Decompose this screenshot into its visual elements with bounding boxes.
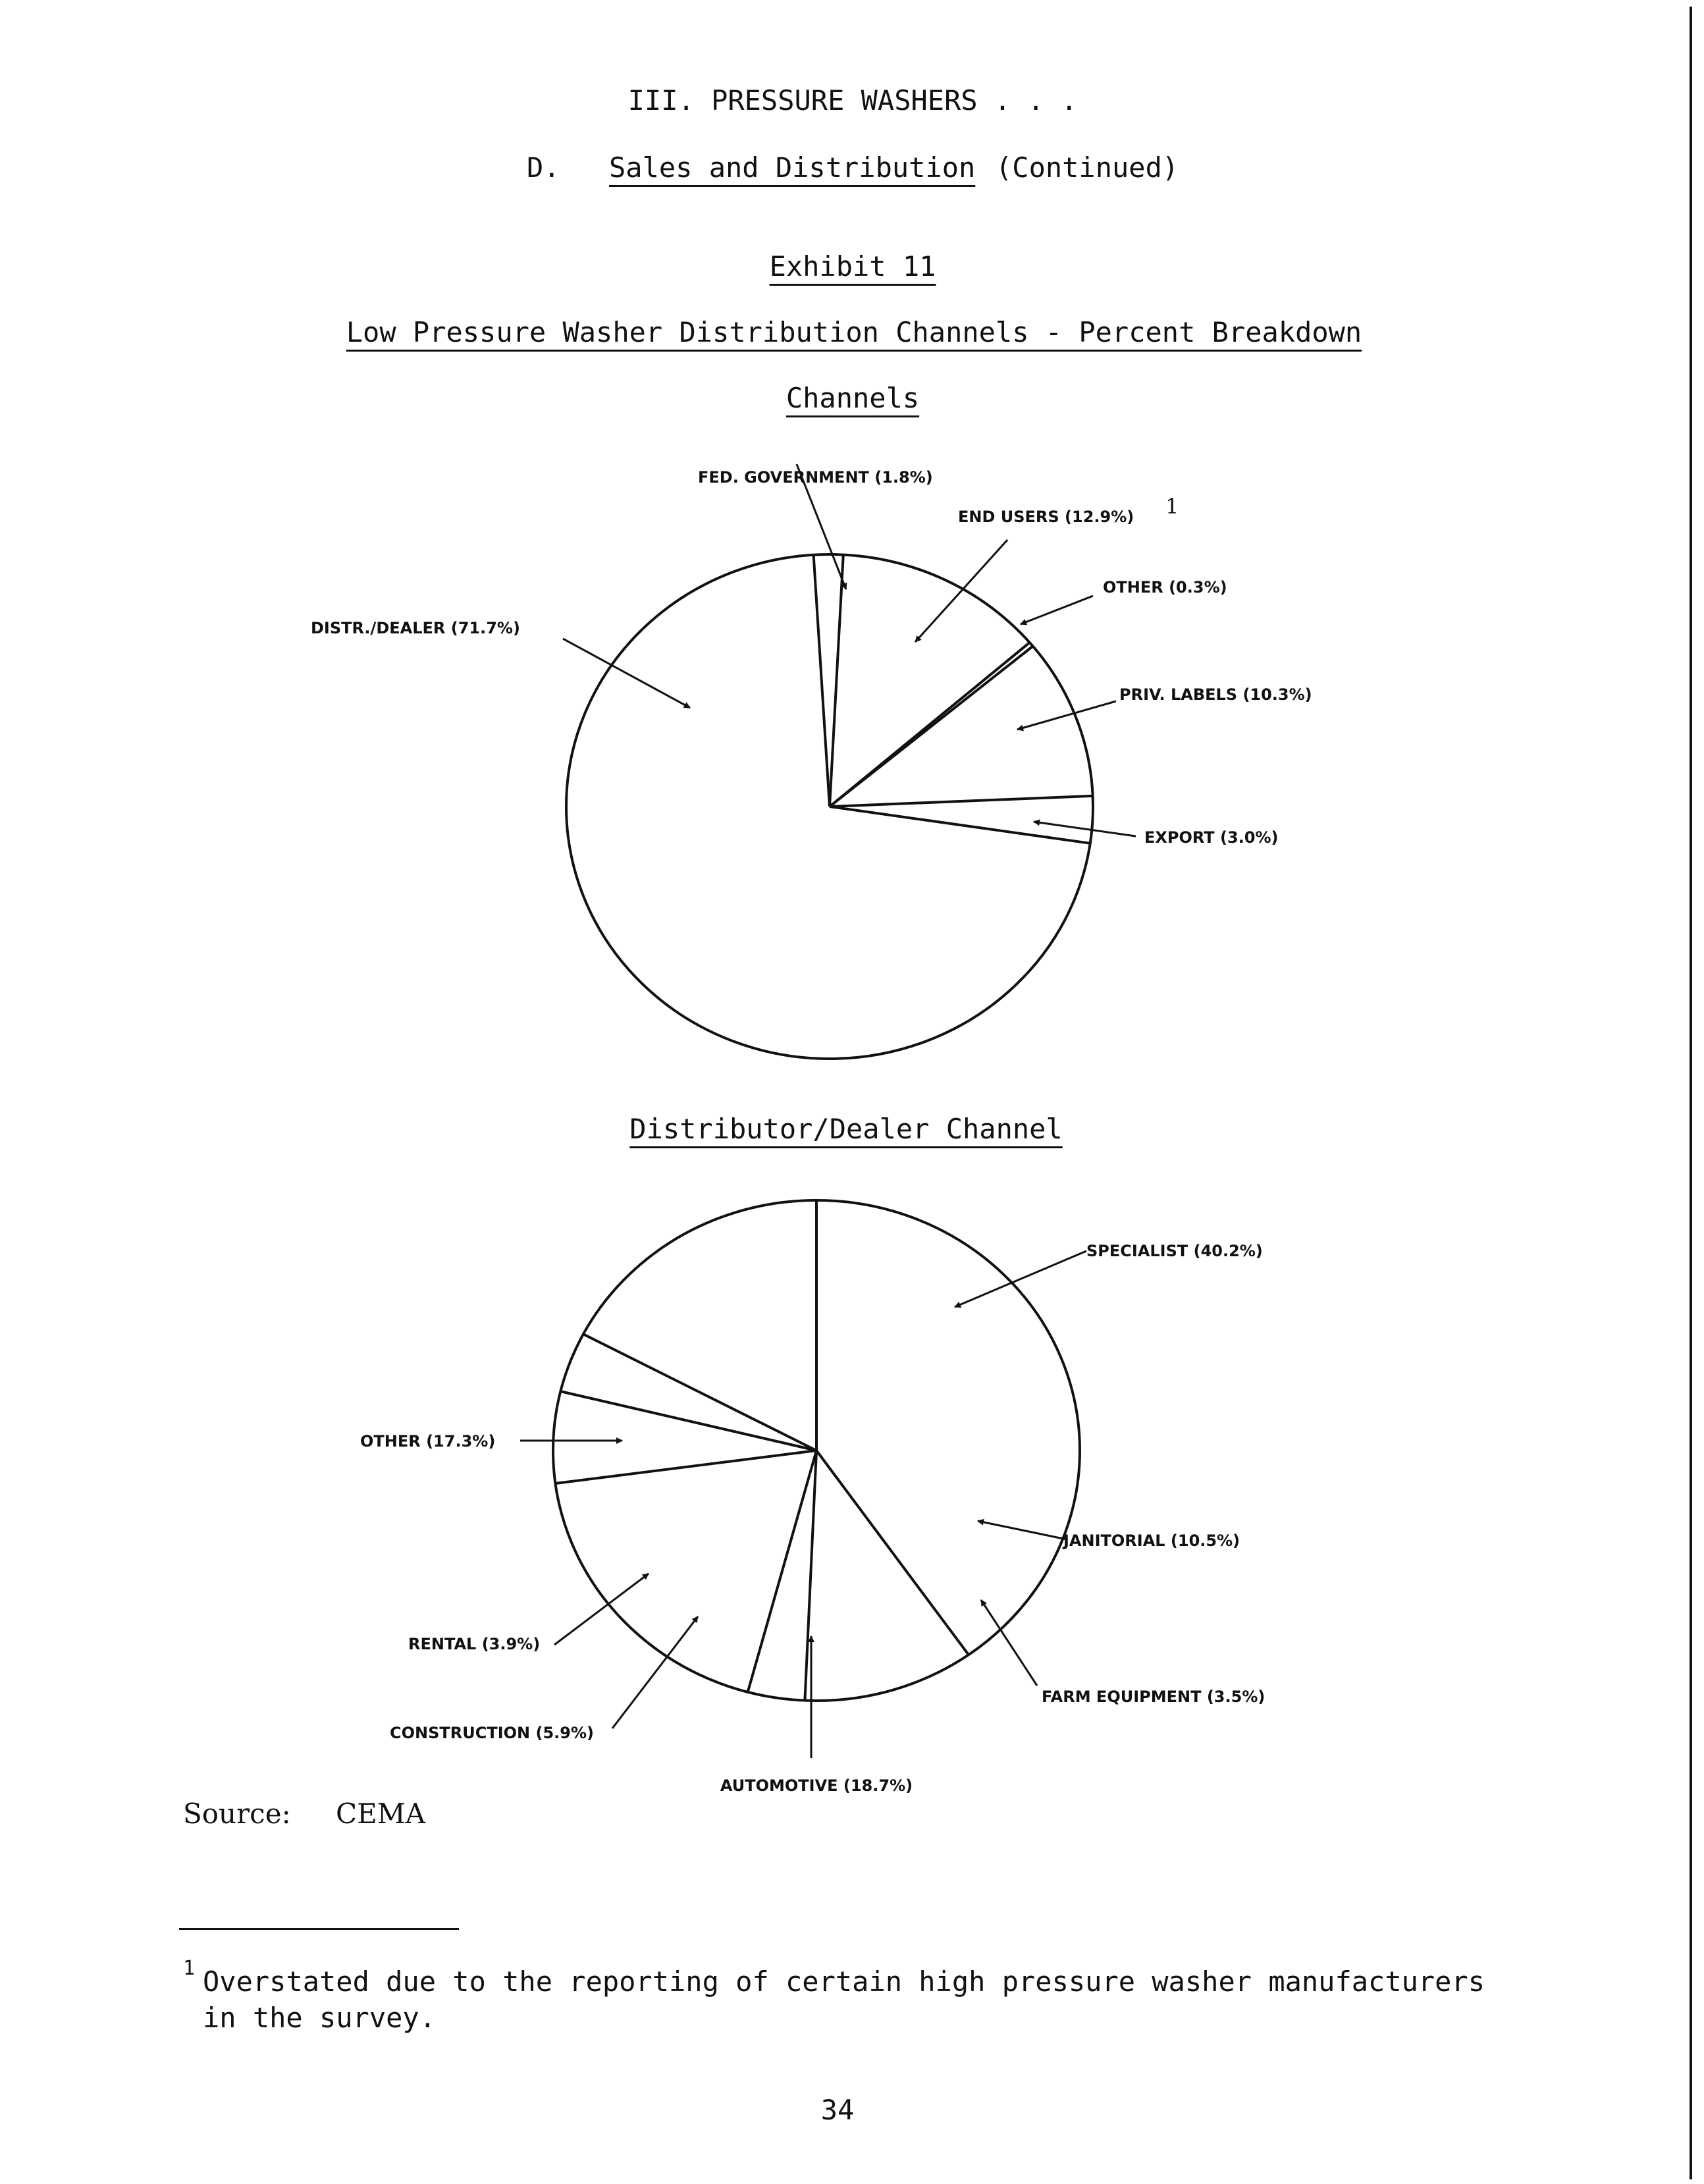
- distributor-dealer-pie-chart: [360, 1200, 1265, 1795]
- exhibit-label: Exhibit 11: [769, 250, 936, 282]
- slice-label: FARM EQUIPMENT (3.5%): [1042, 1688, 1265, 1706]
- source-label: Source:: [183, 1798, 291, 1830]
- slice-label: CONSTRUCTION (5.9%): [390, 1724, 594, 1742]
- footnote-ref-marker: 1: [1165, 494, 1179, 519]
- exhibit-title: Low Pressure Washer Distribution Channels - Percent Breakdown: [346, 316, 1362, 348]
- page-edge-line: [1690, 7, 1692, 2179]
- slice-label-arrow: [955, 1251, 1086, 1307]
- pie-slice-boundary: [560, 1391, 816, 1451]
- page-number: 34: [820, 2094, 855, 2126]
- footnote-line-2: in the survey.: [203, 2002, 437, 2034]
- footnote-line-1: Overstated due to the reporting of certain high pressure washer manufacturers: [203, 1965, 1485, 1998]
- slice-label-arrow: [978, 1521, 1067, 1539]
- subsection-suffix: (Continued): [996, 151, 1179, 184]
- pie-slice-boundary: [830, 646, 1033, 807]
- slice-label-arrow: [981, 1600, 1037, 1686]
- pie-slice-boundary: [555, 1451, 816, 1483]
- subsection-letter: D.: [527, 151, 560, 184]
- chart1-title: Channels: [785, 382, 920, 414]
- footnote-marker: 1: [183, 1957, 196, 1980]
- source-value: CEMA: [336, 1798, 426, 1830]
- slice-label: EXPORT (3.0%): [1144, 828, 1279, 847]
- pie-slice-boundary: [814, 555, 830, 807]
- slice-label-arrow: [1017, 701, 1116, 730]
- pie-slice-boundary: [830, 796, 1093, 807]
- slice-label: JANITORIAL (10.5%): [1063, 1531, 1240, 1550]
- slice-label-arrow: [563, 639, 690, 708]
- subsection-title: Sales and Distribution: [609, 151, 976, 184]
- footnote-rule: [179, 1928, 459, 1930]
- section-heading: III. PRESSURE WASHERS . . .: [627, 84, 1078, 117]
- slice-label: PRIV. LABELS (10.3%): [1119, 685, 1312, 704]
- slice-label-arrow: [612, 1616, 698, 1728]
- chart2-title: Distributor/Dealer Channel: [629, 1113, 1063, 1145]
- pie-slice-boundary: [830, 555, 843, 807]
- channels-pie-chart: [311, 464, 1312, 1059]
- slice-label: FED. GOVERNMENT (1.8%): [698, 468, 933, 487]
- pie-slice-boundary: [583, 1334, 816, 1451]
- slice-label-arrow: [1034, 822, 1136, 836]
- slice-label: OTHER (17.3%): [360, 1432, 496, 1451]
- slice-label-arrow: [1021, 596, 1093, 624]
- slice-label: RENTAL (3.9%): [408, 1635, 541, 1653]
- pie-slice-boundary: [816, 1451, 969, 1655]
- slice-label: DISTR./DEALER (71.7%): [311, 619, 520, 637]
- slice-label-arrow: [915, 540, 1007, 642]
- slice-label: END USERS (12.9%): [958, 508, 1134, 526]
- slice-label-arrow: [554, 1574, 649, 1645]
- slice-label: SPECIALIST (40.2%): [1086, 1242, 1263, 1260]
- slice-label: AUTOMOTIVE (18.7%): [720, 1776, 913, 1795]
- slice-label: OTHER (0.3%): [1103, 578, 1227, 597]
